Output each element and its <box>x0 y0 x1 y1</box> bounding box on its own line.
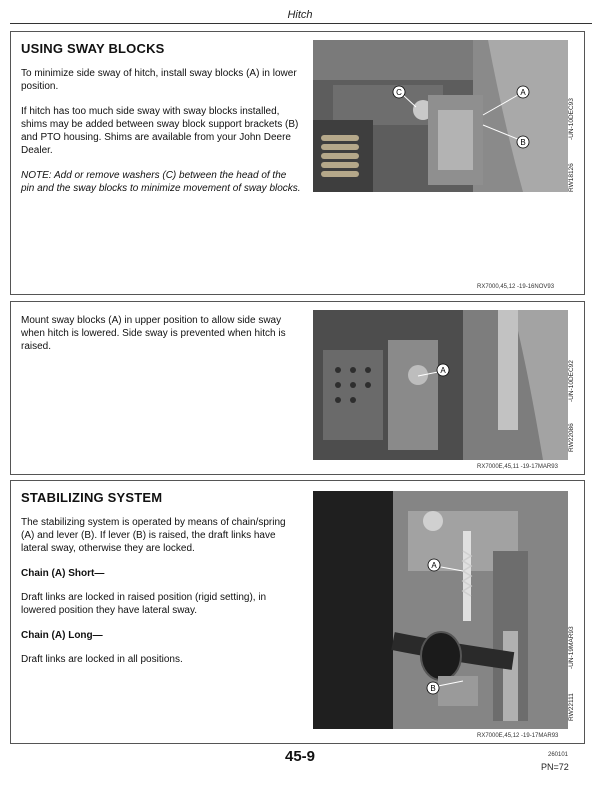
reference-code: RX7000E,45,12 -19-17MAR93 <box>477 733 559 739</box>
header-rule <box>10 23 592 24</box>
photo-side-code: RW22086 <box>568 423 575 452</box>
subheading: Chain (A) Long— <box>21 630 103 641</box>
section-upper-position <box>10 301 585 475</box>
callout-label: B <box>520 138 526 147</box>
callout-b <box>427 682 439 694</box>
photo-side-code: -UN-10DEC92 <box>568 360 575 402</box>
callout-a <box>437 364 449 376</box>
reference-code: RX7000E,45,11 -19-17MAR93 <box>477 464 558 470</box>
paragraph: If hitch has too much side sway with sway blocks installed, shims may be added between sway block support brackets (B) and PTO housing. Shims are available from your John Deere Dealer. <box>21 106 299 156</box>
upper-position-photo <box>313 310 568 460</box>
paragraph: To minimize side sway of hitch, install sway blocks (A) in lower position. <box>21 68 297 92</box>
upper-position-text <box>21 314 301 365</box>
reference-code: RX7000,45,12 -19-16NOV93 <box>477 284 555 290</box>
callout-b <box>517 136 529 148</box>
stabilizing-system-photo <box>313 491 568 729</box>
sway-block-photo <box>313 40 568 192</box>
callout-c <box>393 86 405 98</box>
section-heading: STABILIZING SYSTEM <box>21 490 163 505</box>
note <box>21 169 301 195</box>
stabilizing-text <box>21 489 301 678</box>
subheading: Chain (A) Short— <box>21 568 105 579</box>
paragraph: Mount sway blocks (A) in upper position to allow side sway when hitch is lowered. Side sway is prevented when hitch is raised. <box>21 315 286 352</box>
section-heading: USING SWAY BLOCKS <box>21 41 165 56</box>
note-label: NOTE: <box>21 170 52 181</box>
photo-side-code: -UN-19MAR93 <box>568 626 575 669</box>
callout-label: A <box>440 366 446 375</box>
photo-side-code: -UN-10DEC93 <box>568 98 575 140</box>
callout-label: C <box>396 88 402 97</box>
photo-side-code: RW18126 <box>568 163 575 192</box>
footer-date-code: 260101 <box>548 752 569 758</box>
section-sway-blocks <box>10 31 585 295</box>
note-text: Add or remove washers (C) between the head of the pin and the sway blocks to minimize movement of sway blocks. <box>21 170 301 194</box>
paragraph: The stabilizing system is operated by means of chain/spring (A) and lever (B). If lever (B) is raised, the draft links have lateral sway, otherwise they are locked. <box>21 517 286 554</box>
page-header-title: Hitch <box>287 9 313 21</box>
footer-pn: PN=72 <box>541 762 569 772</box>
paragraph: Draft links are locked in all positions. <box>21 654 183 665</box>
page-number: 45-9 <box>284 748 316 765</box>
callout-a <box>428 559 440 571</box>
callout-label: B <box>430 684 436 693</box>
sway-blocks-text <box>21 40 301 195</box>
section-stabilizing-system <box>10 480 585 744</box>
callout-label: A <box>520 88 526 97</box>
paragraph: Draft links are locked in raised position (rigid setting), in lowered position they have lateral sway. <box>21 592 267 616</box>
photo-side-code: RW22111 <box>568 693 575 721</box>
callout-label: A <box>431 561 437 570</box>
callout-a <box>517 86 529 98</box>
